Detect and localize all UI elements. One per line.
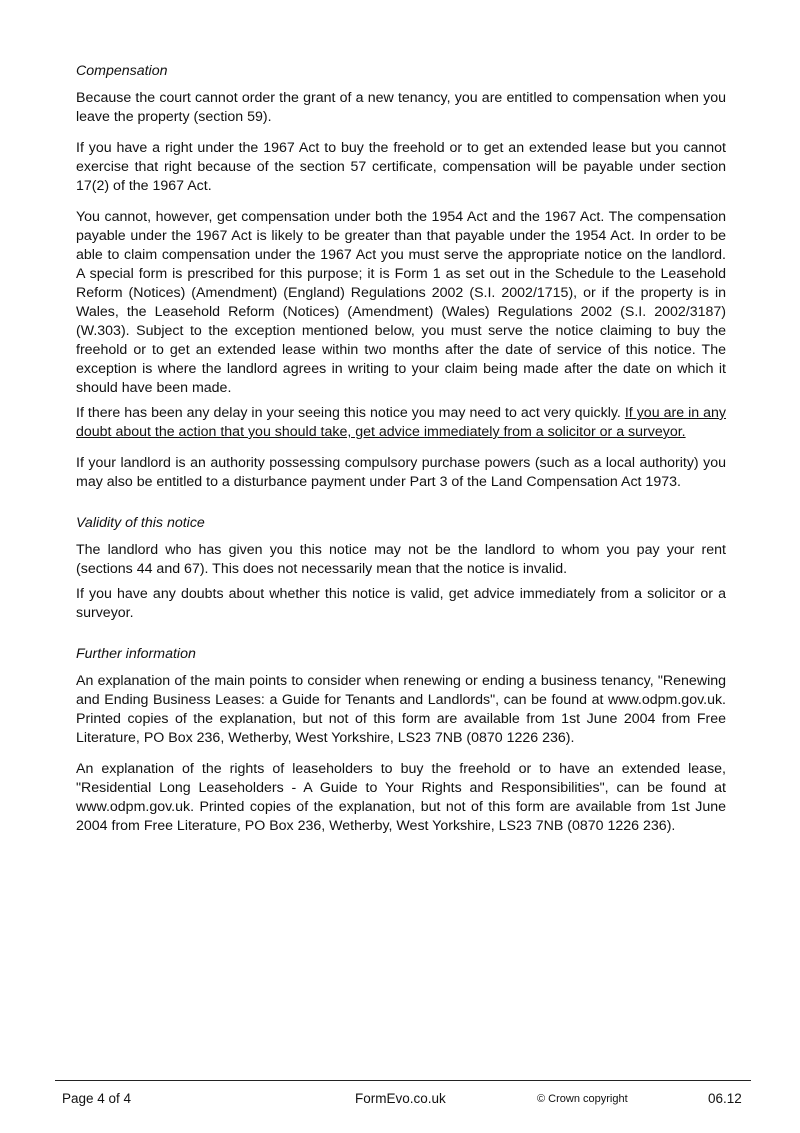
- form-version: 06.12: [708, 1091, 742, 1106]
- underlined-advice: If you are in any doubt about the action that you should take, get advice immediately from a solicitor or a surveyor.: [76, 405, 726, 440]
- section-heading: Validity of this notice: [76, 515, 205, 531]
- paragraph: If you have any doubts about whether this notice is valid, get advice immediately from a solicitor or a surveyor.: [76, 586, 726, 621]
- paragraph-text: If there has been any delay in your seeing this notice you may need to act very quickly.: [76, 405, 625, 421]
- section-heading: Further information: [76, 646, 196, 662]
- section-further-information: [76, 645, 726, 836]
- paragraph: An explanation of the rights of leaseholders to buy the freehold or to have an extended lease, "Residential Long Leaseholders - A Guide to Your Rights and Responsibilities", can be found at www.odpm.gov.uk. Printed copies of the explanation, but not of this form are available from 1st June 2004 from Free Literature, PO Box 236, Wetherby, West Yorkshire, LS23 7NB (0870 1226 236).: [76, 761, 726, 834]
- page-number: Page 4 of 4: [62, 1091, 132, 1106]
- paragraph: The landlord who has given you this notice may not be the landlord to whom you pay your rent (sections 44 and 67). This does not necessarily mean that the notice is invalid.: [76, 542, 726, 577]
- document-body: [76, 62, 726, 848]
- copyright-notice: © Crown copyright: [537, 1093, 628, 1105]
- footer-divider: [55, 1080, 751, 1081]
- section-compensation: [76, 62, 726, 492]
- section-validity: [76, 514, 726, 623]
- paragraph: If your landlord is an authority possessing compulsory purchase powers (such as a local authority) you may also be entitled to a disturbance payment under Part 3 of the Land Compensation Act 1973.: [76, 455, 726, 490]
- paragraph: Because the court cannot order the grant of a new tenancy, you are entitled to compensation when you leave the property (section 59).: [76, 90, 726, 125]
- site-name: FormEvo.co.uk: [355, 1091, 446, 1106]
- paragraph: You cannot, however, get compensation under both the 1954 Act and the 1967 Act. The compensation payable under the 1967 Act is likely to be greater than that payable under the 1954 Act. In order to be able to claim compensation under the 1967 Act you must serve the appropriate notice on the landlord. A special form is prescribed for this purpose; it is Form 1 as set out in the Schedule to the Leasehold Reform (Notices) (Amendment) (England) Regulations 2002 (S.I. 2002/1715), or if the property is in Wales, the Leasehold Reform (Notices) (Amendment) (Wales) Regulations 2002 (S.I. 2002/3187) (W.303). Subject to the exception mentioned below, you must serve the notice claiming to buy the freehold or to get an extended lease within two months after the date of service of this notice. The exception is where the landlord agrees in writing to your claim being made after the date on which it should have been made.: [76, 209, 726, 396]
- paragraph-urgent: [76, 404, 726, 442]
- paragraph: An explanation of the main points to consider when renewing or ending a business tenancy, "Renewing and Ending Business Leases: a Guide for Tenants and Landlords", can be found at www.odpm.gov.uk. Printed copies of the explanation, but not of this form are available from 1st June 2004 from Free Literature, PO Box 236, Wetherby, West Yorkshire, LS23 7NB (0870 1226 236).: [76, 673, 726, 746]
- section-heading: Compensation: [76, 63, 168, 79]
- paragraph: If you have a right under the 1967 Act to buy the freehold or to get an extended lease but you cannot exercise that right because of the section 57 certificate, compensation will be payable under section 17(2) of the 1967 Act.: [76, 140, 726, 194]
